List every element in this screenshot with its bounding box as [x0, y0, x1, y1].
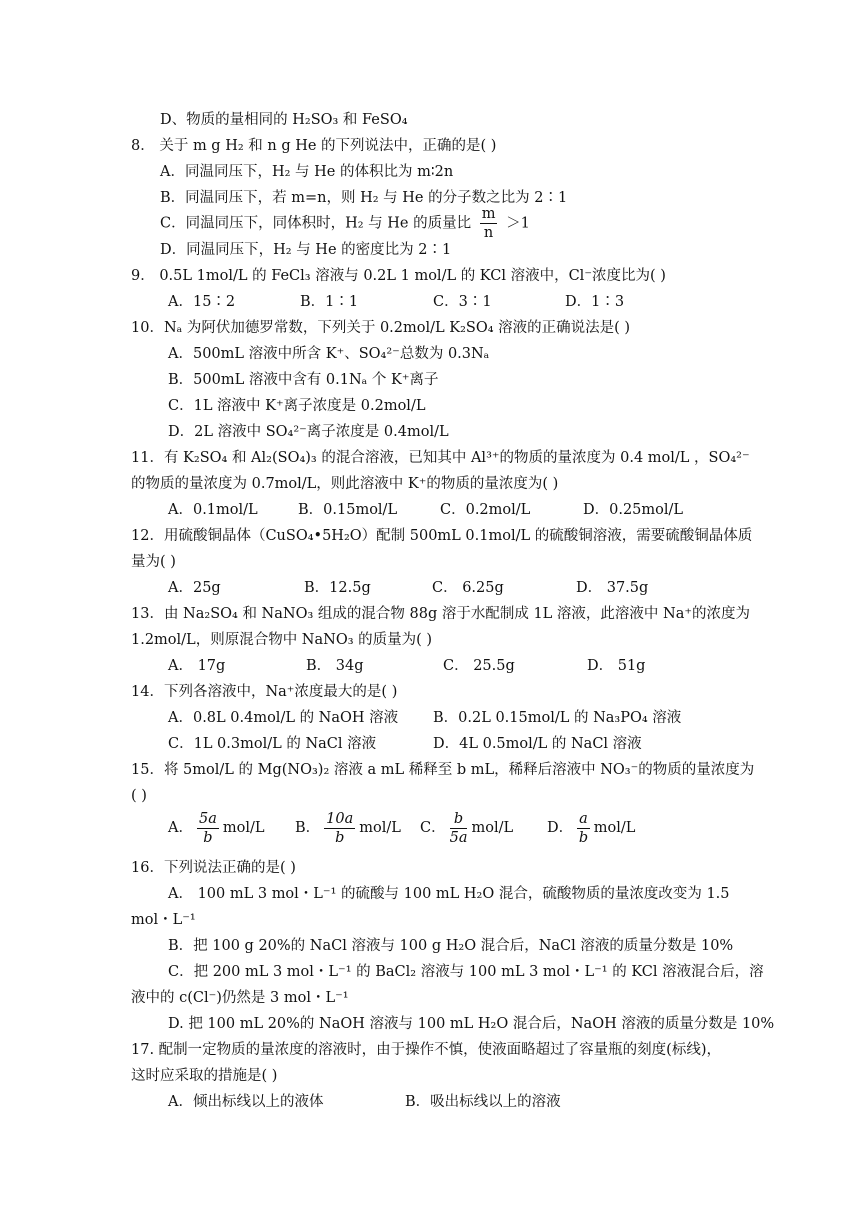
q8-stem: 8． 关于 m g H₂ 和 n g He 的下列说法中，正确的是( )	[131, 138, 497, 154]
q8-option-c-text: C．同温同压下，同体积时，H₂ 与 He 的质量比	[160, 215, 472, 232]
q13-stem-line2: 1.2mol/L，则原混合物中 NaNO₃ 的质量为( )	[131, 632, 433, 648]
unit-text: mol/L	[359, 820, 401, 836]
fraction-numerator: b	[450, 810, 468, 829]
q14-option-d: D．4L 0.5mol/L 的 NaCl 溶液	[433, 736, 642, 752]
q11-option-c: C．0.2mol/L	[440, 502, 531, 518]
fraction-numerator: 5a	[198, 810, 217, 827]
q8-option-c-tail: ＞1	[506, 215, 530, 232]
q15-stem-line1: 15．将 5mol/L 的 Mg(NO₃)₂ 溶液 a mL 稀释至 b mL，稀释后溶液中 NO₃⁻的物质的量浓度为	[131, 762, 755, 778]
q17-option-a: A．倾出标线以上的液体	[168, 1094, 324, 1110]
q16-option-d: D. 把 100 mL 20%的 NaOH 溶液与 100 mL H₂O 混合后，NaOH 溶液的质量分数是 10%	[168, 1016, 775, 1032]
q12-option-a: A．25g	[168, 580, 221, 596]
q10-option-d: D．2L 溶液中 SO₄²⁻离子浓度是 0.4mol/L	[168, 424, 449, 440]
q11-option-d: D．0.25mol/L	[583, 502, 684, 518]
unit-text: mol/L	[593, 820, 636, 836]
fraction-numerator: a	[579, 810, 588, 827]
q9-option-d: D．1∶3	[565, 294, 625, 310]
q15-option-d	[547, 808, 635, 848]
fraction-denominator: b	[335, 829, 345, 846]
q8-option-d: D．同温同压下，H₂ 与 He 的密度比为 2∶1	[160, 242, 452, 258]
q17-stem-line1: 17. 配制一定物质的量浓度的溶液时，由于操作不慎，使液面略超过了容量瓶的刻度(标线)，	[131, 1042, 721, 1058]
q10-option-b: B．500mL 溶液中含有 0.1Nₐ 个 K⁺离子	[168, 372, 439, 388]
q14-stem: 14．下列各溶液中，Na⁺浓度最大的是( )	[131, 684, 398, 700]
q16-option-c-line1: C．把 200 mL 3 mol・L⁻¹ 的 BaCl₂ 溶液与 100 mL 3 mol・L⁻¹ 的 KCl 溶液混合后，溶	[168, 964, 764, 980]
q16-option-a-line2: mol・L⁻¹	[131, 912, 196, 928]
q12-stem-line1: 12．用硫酸铜晶体（CuSO₄•5H₂O）配制 500mL 0.1mol/L 的硫酸铜溶液，需要硫酸铜晶体质	[131, 528, 753, 544]
option-label: A．	[168, 820, 193, 836]
q8-option-c-fraction	[480, 205, 498, 242]
q16-stem: 16．下列说法正确的是( )	[131, 860, 296, 876]
q15-option-b	[295, 808, 401, 848]
q14-option-b: B．0.2L 0.15mol/L 的 Na₃PO₄ 溶液	[433, 710, 682, 726]
q10-option-a: A．500mL 溶液中所含 K⁺、SO₄²⁻总数为 0.3Nₐ	[168, 346, 490, 362]
q16-option-c-line2: 液中的 c(Cl⁻)仍然是 3 mol・L⁻¹	[131, 990, 349, 1006]
q17-option-b: B．吸出标线以上的溶液	[405, 1094, 561, 1110]
q8-option-b: B．同温同压下，若 m=n，则 H₂ 与 He 的分子数之比为 2∶1	[160, 190, 568, 206]
unit-text: mol/L	[471, 820, 514, 836]
fraction-denominator: 5a	[449, 829, 468, 846]
q16-option-a-line1: A． 100 mL 3 mol・L⁻¹ 的硫酸与 100 mL H₂O 混合，硫酸物质的量浓度改变为 1.5	[168, 886, 730, 902]
q14-option-c: C．1L 0.3mol/L 的 NaCl 溶液	[168, 736, 377, 752]
q12-stem-line2: 量为( )	[131, 554, 176, 570]
q13-option-d: D． 51g	[587, 658, 646, 674]
fraction-denominator: b	[203, 829, 213, 846]
q11-stem-line1: 11．有 K₂SO₄ 和 Al₂(SO₄)₃ 的混合溶液，已知其中 Al³⁺的物质的量浓度为 0.4 mol/L ，SO₄²⁻	[131, 450, 750, 466]
q11-option-b: B．0.15mol/L	[298, 502, 398, 518]
option-label: C．	[420, 820, 446, 836]
unit-text: mol/L	[222, 820, 265, 836]
q13-option-b: B． 34g	[306, 658, 364, 674]
q15-option-b-fraction	[324, 810, 355, 847]
q15-option-c-fraction	[450, 810, 468, 847]
q13-stem-line1: 13．由 Na₂SO₄ 和 NaNO₃ 组成的混合物 88g 溶于水配制成 1L 溶液，此溶液中 Na⁺的浓度为	[131, 606, 751, 622]
q8-option-c	[160, 205, 530, 242]
fraction-denominator: b	[578, 829, 589, 846]
q15-option-d-fraction	[577, 810, 590, 847]
q9-option-a: A．15∶2	[168, 294, 236, 310]
fraction-numerator: m	[481, 206, 496, 222]
q9-option-b: B．1∶1	[300, 294, 359, 310]
q10-stem: 10．Nₐ 为阿伏加德罗常数，下列关于 0.2mol/L K₂SO₄ 溶液的正确说法是( )	[131, 320, 631, 336]
q9-stem: 9． 0.5L 1mol/L 的 FeCl₃ 溶液与 0.2L 1 mol/L 的 KCl 溶液中，Cl⁻浓度比为( )	[131, 268, 666, 284]
q14-option-a: A．0.8L 0.4mol/L 的 NaOH 溶液	[168, 710, 399, 726]
q15-stem-line2: ( )	[131, 788, 147, 804]
q13-option-a: A． 17g	[168, 658, 226, 674]
q15-option-a-fraction	[197, 810, 219, 847]
q9-option-c: C．3∶1	[433, 294, 492, 310]
q16-option-b: B．把 100 g 20%的 NaCl 溶液与 100 g H₂O 混合后，NaCl 溶液的质量分数是 10%	[168, 938, 734, 954]
fraction-numerator: 10a	[326, 810, 354, 827]
q17-stem-line2: 这时应采取的措施是( )	[131, 1068, 278, 1084]
q11-option-a: A．0.1mol/L	[168, 502, 258, 518]
q12-option-d: D． 37.5g	[576, 580, 649, 596]
q8-option-a: A．同温同压下，H₂ 与 He 的体积比为 m∶2n	[160, 164, 454, 180]
q10-option-c: C．1L 溶液中 K⁺离子浓度是 0.2mol/L	[168, 398, 426, 414]
q12-option-c: C． 6.25g	[432, 580, 504, 596]
q15-option-a	[168, 808, 265, 848]
option-label: D．	[547, 820, 574, 836]
q7-option-d: D、物质的量相同的 H₂SO₃ 和 FeSO₄	[160, 112, 408, 128]
q11-stem-line2: 的物质的量浓度为 0.7mol/L，则此溶液中 K⁺的物质的量浓度为( )	[131, 476, 559, 492]
option-label: B．	[295, 820, 321, 836]
q15-option-c	[420, 808, 513, 848]
q12-option-b: B．12.5g	[304, 580, 371, 596]
fraction-denominator: n	[483, 225, 494, 241]
q13-option-c: C． 25.5g	[443, 658, 515, 674]
